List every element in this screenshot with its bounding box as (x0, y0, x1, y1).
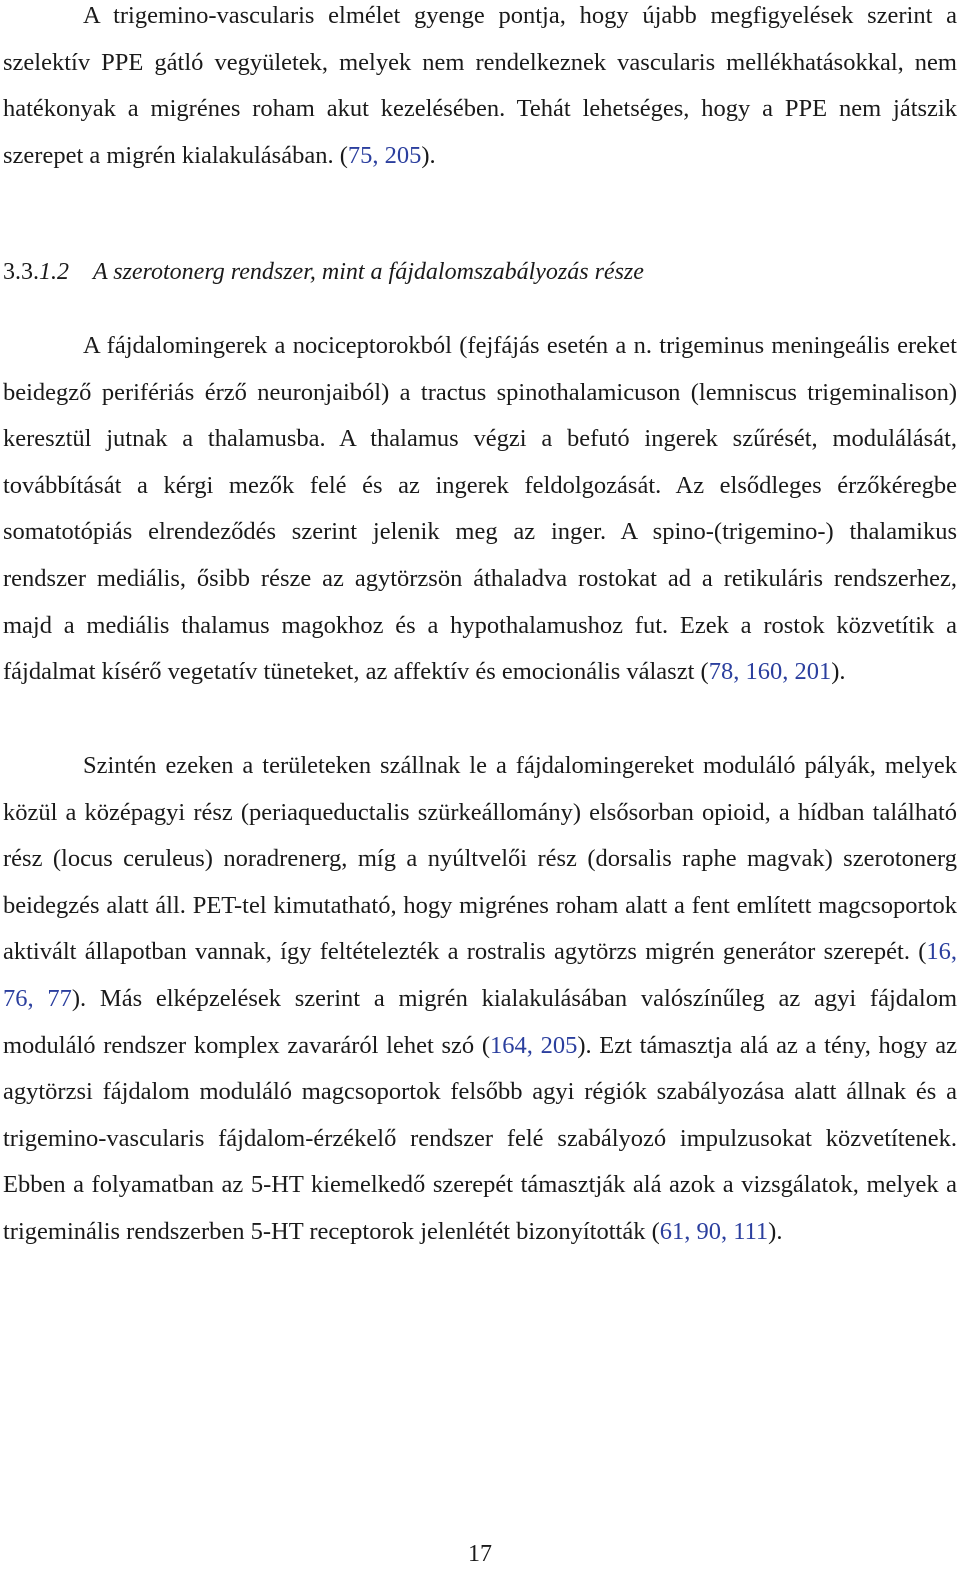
paragraph-text: ). Más elképzelések szerint a migrén kialakulásában valószínűleg az agyi fájdalom moduláló rendszer komplex zavaráról lehet szó ( (3, 984, 958, 1059)
paragraph-text: ). (421, 141, 436, 169)
paragraph-text: ). Ezt támasztja alá az a tény, hogy az agytörzsi fájdalom moduláló magcsoportok felsőbb agyi régiók szabályozása alatt állnak és a trigemino-vascularis fájdalom-érzékelő rendszer felé szabályozó impulzusokat közvetítenek. Ebben a folyamatban az 5-HT kiemelkedő szerepét támasztják alá azok a vizsgálatok, melyek a trigeminális rendszerben 5-HT receptorok jelenlétét bizonyították ( (3, 1031, 957, 1245)
citation-link[interactable]: 16, 76, 77 (3, 938, 957, 1012)
section-number: 3.3. (3, 259, 39, 285)
citation-link[interactable]: 75, 205 (347, 141, 422, 169)
paragraph-text: Szintén ezeken a területeken szállnak le a fájdalomingereket moduláló pályák, melyek közül a középagyi rész (periaqueductalis szürkeállomány) elsősorban opioid, a hídban található rész (locus ceruleus) noradrenerg, míg a nyúltvelői rész (dorsalis raphe magvak) szerotonerg beidegzés alatt áll. PET-tel kimutatható, hogy migrénes roham alatt a fent említett magcsoportok aktivált állapotban vannak, így feltételezték a rostralis agytörzs migrén generátor szerepét. ( (3, 752, 957, 966)
citation-link[interactable]: 164, 205 (490, 1031, 578, 1059)
paragraph-modulation (3, 743, 957, 1256)
page-number: 17 (468, 1541, 492, 1567)
paragraph-text: ). (831, 658, 846, 686)
paragraph-text: A trigemino-vascularis elmélet gyenge pontja, hogy újabb megfigyelések szerint a szelektív PPE gátló vegyületek, melyek nem rendelkeznek vascularis mellékhatásokkal, nem hatékonyak a migrénes roham akut kezelésében. Tehát lehetséges, hogy a PPE nem játszik szerepet a migrén kialakulásában. ( (3, 2, 957, 169)
section-title: A szerotonerg rendszer, mint a fájdalomszabályozás része (93, 259, 644, 285)
citation-link[interactable]: 61, 90, 111 (659, 1217, 769, 1245)
citation-link[interactable]: 78, 160, 201 (708, 658, 832, 686)
paragraph-ppe (3, 0, 957, 179)
paragraph-text: A fájdalomingerek a nociceptorokból (fejfájás esetén a n. trigeminus meningeális ereket beidegző perifériás érző neuronjaiból) a tractus spinothalamicuson (lemniscus trigeminalison) keresztül jutnak a thalamusba. A thalamus végzi a befutó ingerek szűrését, modulálását, továbbítását a kérgi mezők felé és az ingerek feldolgozását. Az elsődleges érzőkéregbe somatotópiás elrendeződés szerint jelenik meg az inger. A spino-(trigemino-) thalamikus rendszer mediális, ősibb része az agytörzsön áthaladva rostokat ad a retikuláris rendszerhez, majd a mediális thalamus magokhoz és a hypothalamushoz fut. Ezek a rostok közvetítik a fájdalmat kísérő vegetatív tüneteket, az affektív és emocionális választ ( (3, 332, 957, 686)
paragraph-text: ). (768, 1217, 783, 1245)
section-heading (3, 252, 644, 292)
paragraph-pain-pathway (3, 323, 957, 696)
section-number: 1.2 (39, 259, 69, 285)
